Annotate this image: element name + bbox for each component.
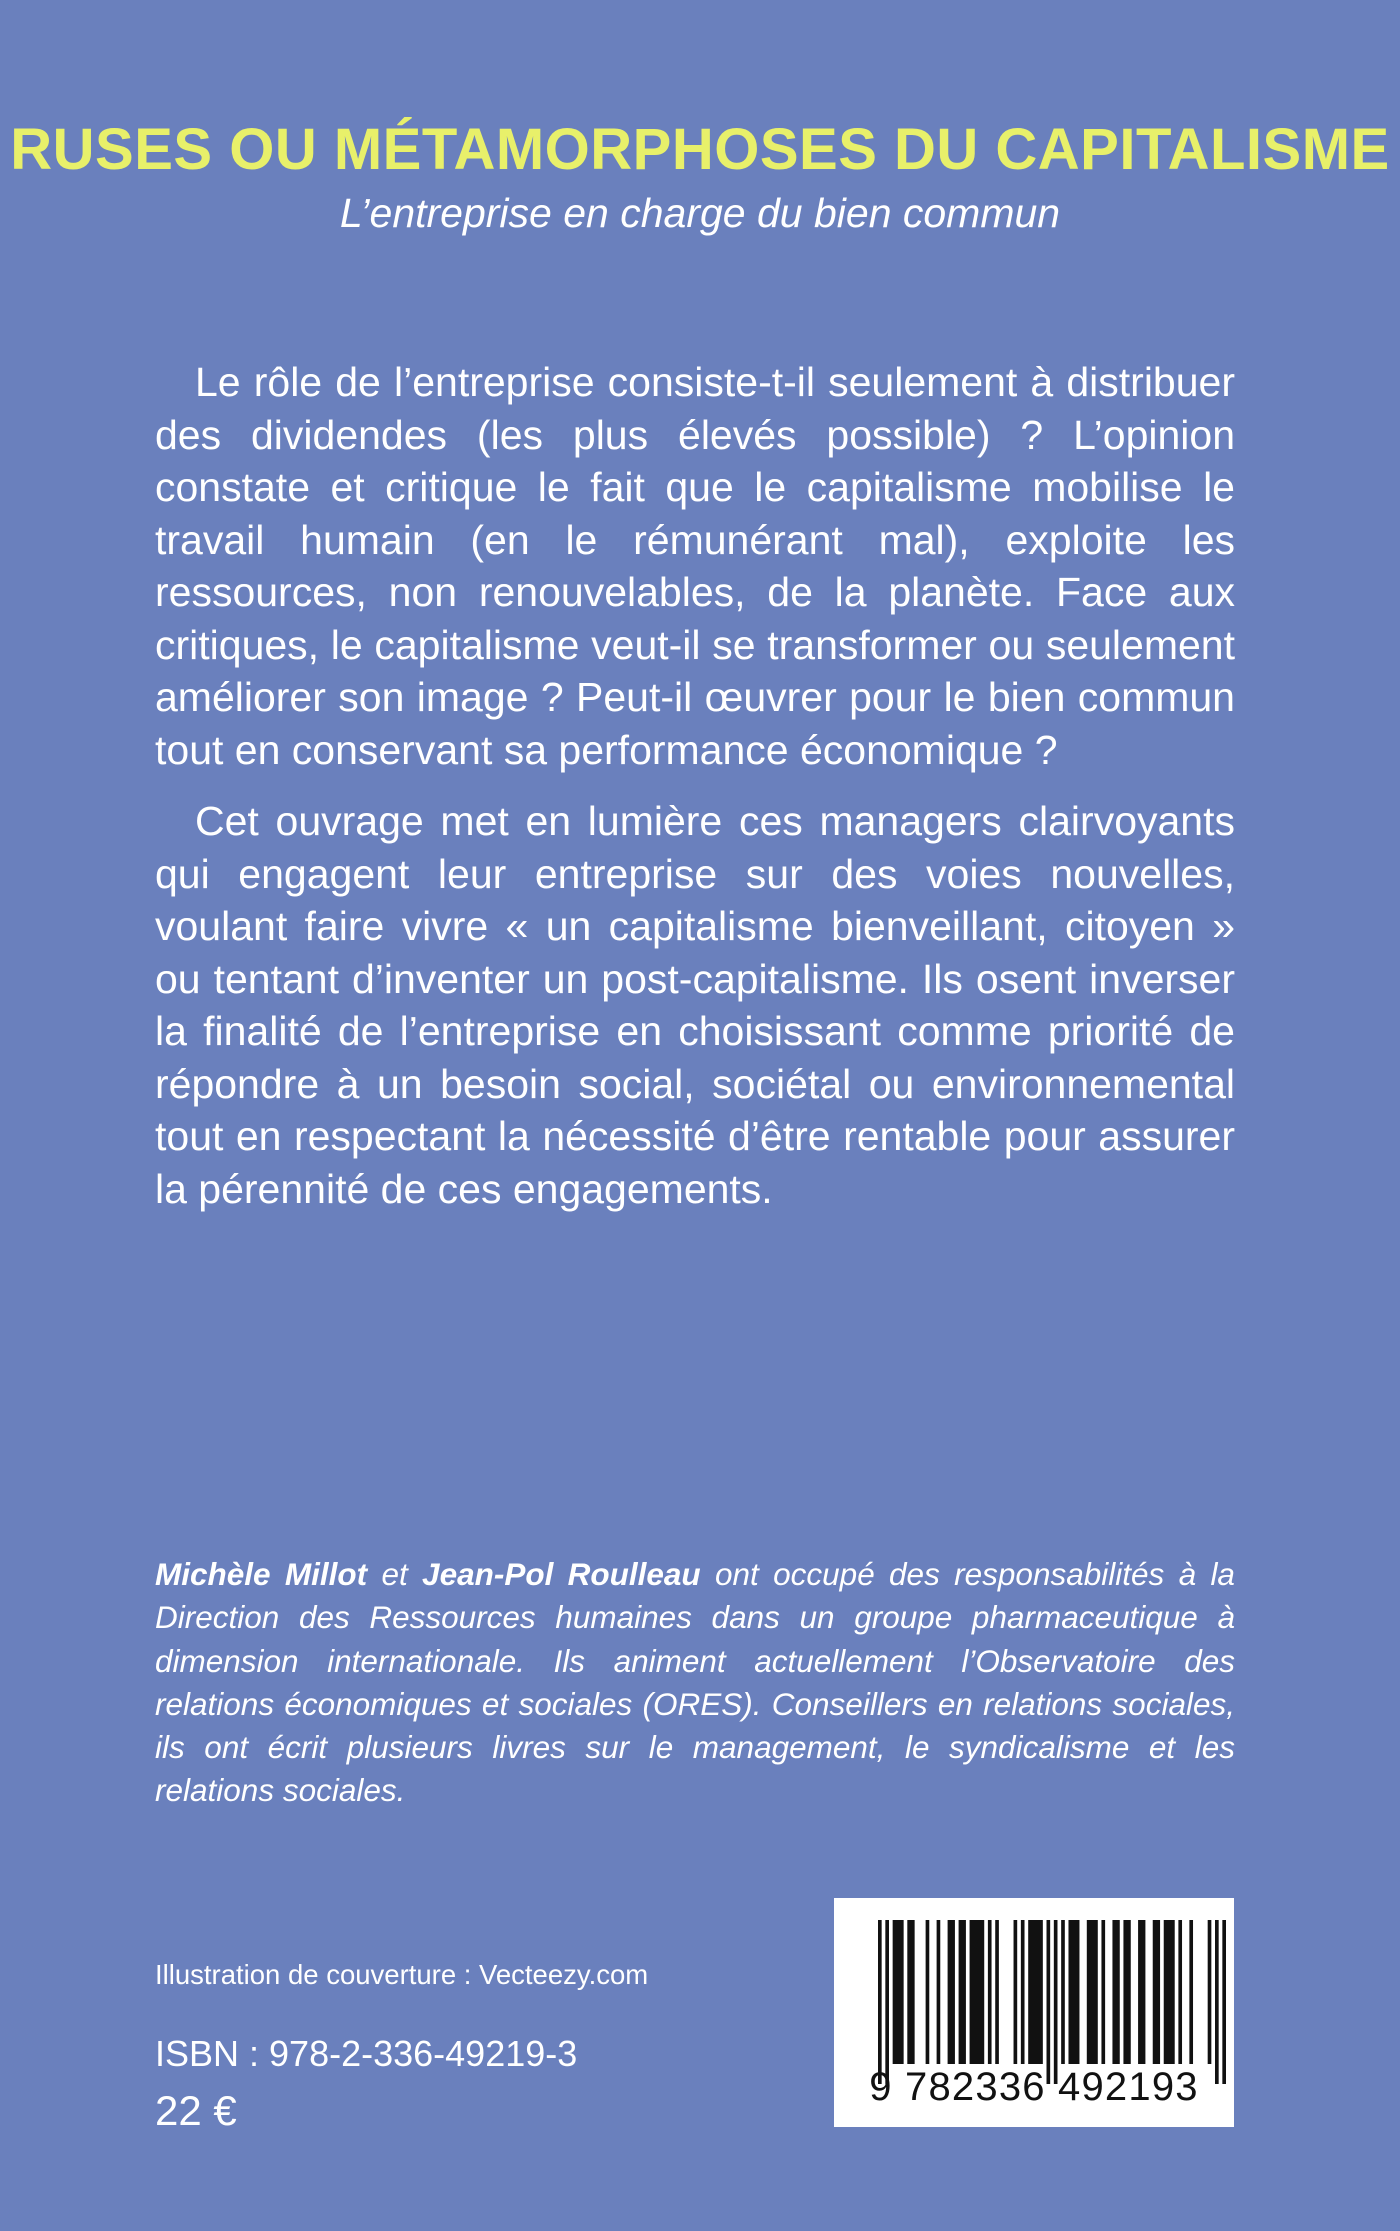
barcode-bar [959, 1920, 966, 2064]
barcode-bar [988, 1920, 992, 2064]
barcode-bar [948, 1920, 955, 2064]
barcode-bar [1021, 1920, 1025, 2064]
barcode-digits: 9 782336 492193 [869, 2065, 1199, 2109]
barcode-bar [893, 1920, 904, 2064]
author-bio [155, 1553, 1235, 1813]
barcode-bar [1101, 1920, 1105, 2064]
barcode-bar [907, 1920, 914, 2064]
barcode-bar [1014, 1920, 1018, 2064]
barcode-bar [1061, 1920, 1065, 2064]
book-blurb [155, 356, 1235, 1215]
author-connector: et [381, 1556, 408, 1592]
barcode-bar [1054, 1920, 1058, 2084]
barcode-bar [1189, 1920, 1193, 2064]
barcode-bar [937, 1920, 941, 2064]
barcode-bar [1208, 1920, 1212, 2064]
author-bio-text: ont occupé des responsabilités à la Direction des Ressources humaines dans un groupe pharmaceutique à dimension internationale. Ils animent actuellement l’Observatoire des relations économiques et sociales (ORES). Conseillers en relations sociales, ils ont écrit plusieurs livres sur le management, le syndicalisme et les relations sociales. [155, 1556, 1235, 1809]
barcode-bar [1215, 1920, 1219, 2084]
author-name-1: Michèle Millot [155, 1556, 368, 1592]
barcode-bar [1047, 1920, 1051, 2084]
author-name-2: Jean-Pol Roulleau [422, 1556, 701, 1592]
barcode-bar [1068, 1920, 1079, 2064]
blurb-paragraph-1: Le rôle de l’entreprise consiste-t-il seulement à distribuer des dividendes (les plus élevés possible) ? L’opinion constate et critique le fait que le capitalisme mobilise le travail humain (en le rémunérant mal), exploite les ressources, non renouvelables, de la planète. Face aux critiques, le capitalisme veut-il se transformer ou seulement améliorer son image ? Peut-il œuvrer pour le bien commun tout en conservant sa performance économique ? [155, 359, 1235, 773]
barcode-bar [970, 1920, 985, 2064]
barcode-bar [1123, 1920, 1130, 2064]
barcode-bar [1164, 1920, 1175, 2064]
illustration-credit: Illustration de couverture : Vecteezy.com [155, 1959, 649, 1990]
barcode-bar [1028, 1920, 1043, 2064]
barcode-bar [926, 1920, 930, 2064]
book-title: RUSES OU MÉTAMORPHOSES DU CAPITALISME [10, 117, 1390, 182]
price: 22 € [155, 2087, 237, 2134]
barcode-bar [1112, 1920, 1119, 2064]
isbn: ISBN : 978-2-336-49219-3 [155, 2033, 578, 2074]
barcode-bar [1153, 1920, 1160, 2064]
barcode-bar [1222, 1920, 1226, 2084]
barcode [834, 1898, 1234, 2127]
blurb-paragraph-2: Cet ouvrage met en lumière ces managers clairvoyants qui engagent leur entreprise sur des voies nouvelles, voulant faire vivre « un capitalisme bienveillant, citoyen » ou tentant d’inventer un post-capitalisme. Ils osent inverser la finalité de l’entreprise en choisissant comme priorité de répondre à un besoin social, sociétal ou environnemental tout en respectant la nécessité d’être rentable pour assurer la pérennité de ces engagements. [155, 798, 1235, 1212]
book-subtitle: L’entreprise en charge du bien commun [339, 190, 1061, 236]
barcode-bar [1087, 1920, 1098, 2064]
barcode-bar [878, 1920, 882, 2084]
barcode-bar [1138, 1920, 1145, 2064]
barcode-bar [885, 1920, 889, 2084]
barcode-bar [1178, 1920, 1182, 2064]
barcode-bar [995, 1920, 999, 2064]
